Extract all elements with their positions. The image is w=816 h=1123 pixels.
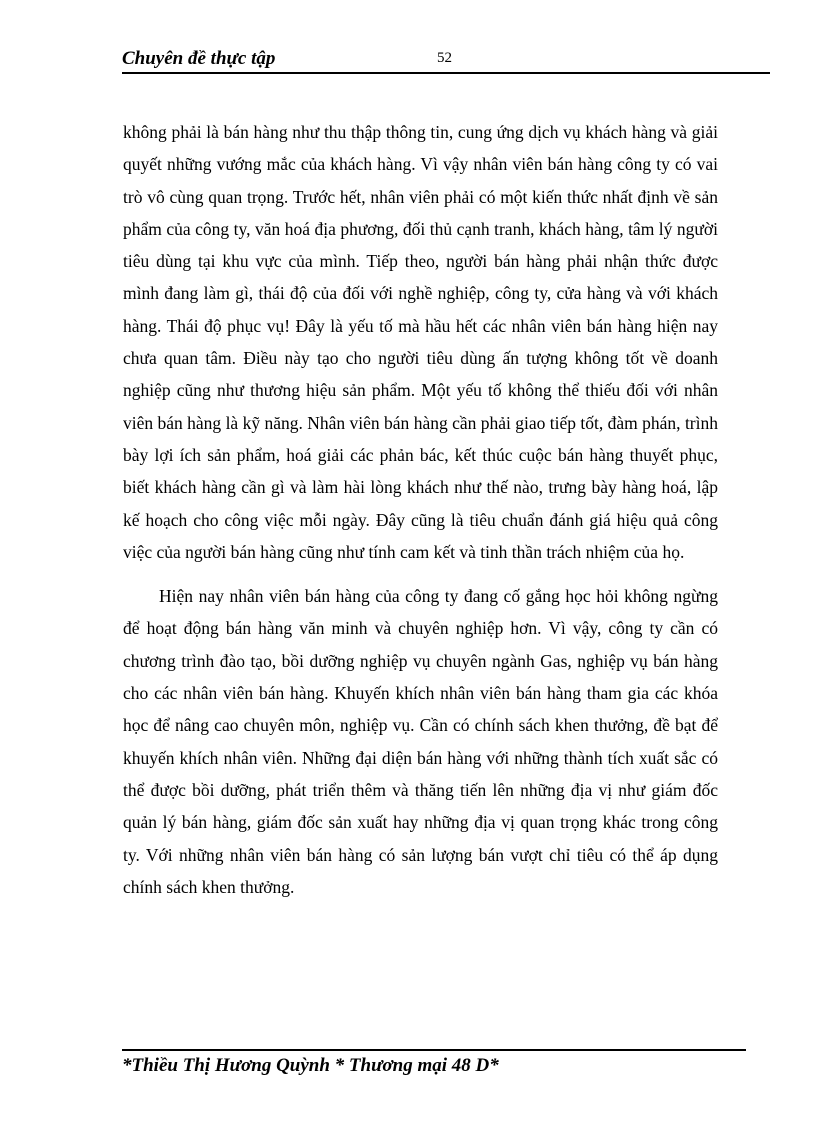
header-divider <box>122 72 770 74</box>
footer-divider <box>122 1049 746 1051</box>
document-body <box>123 116 718 903</box>
paragraph: Hiện nay nhân viên bán hàng của công ty đang cố gắng học hỏi không ngừng để hoạt động bán hàng văn minh và chuyên nghiệp hơn. Vì vậy, công ty cần có chương trình đào tạo, bồi dưỡng nghiệp vụ chuyên ngành Gas, nghiệp vụ bán hàng cho các nhân viên bán hàng. Khuyến khích nhân viên bán hàng tham gia các khóa học để nâng cao chuyên môn, nghiệp vụ. Cần có chính sách khen thưởng, đề bạt để khuyến khích nhân viên. Những đại diện bán hàng với những thành tích xuất sắc có thể được bồi dưỡng, phát triển thêm và thăng tiến lên những địa vị như giám đốc quản lý bán hàng, giám đốc sản xuất hay những địa vị quan trọng khác trong công ty. Với những nhân viên bán hàng có sản lượng bán vượt chỉ tiêu có thể áp dụng chính sách khen thưởng. <box>123 586 718 897</box>
page-number: 52 <box>437 50 452 66</box>
page-header <box>122 46 770 74</box>
header-title: Chuyên đề thực tập <box>122 48 276 69</box>
footer-author-line: *Thiều Thị Hương Quỳnh * Thương mại 48 D* <box>122 1055 499 1076</box>
paragraph: không phải là bán hàng như thu thập thông tin, cung ứng dịch vụ khách hàng và giải quyết những vướng mắc của khách hàng. Vì vậy nhân viên bán hàng công ty có vai trò vô cùng quan trọng. Trước hết, nhân viên phải có một kiến thức nhất định về sản phẩm của công ty, văn hoá địa phương, đối thủ cạnh tranh, khách hàng, tâm lý người tiêu dùng tại khu vực của mình. Tiếp theo, người bán hàng phải nhận thức được mình đang làm gì, thái độ của đối với nghề nghiệp, công ty, cửa hàng và với khách hàng. Thái độ phục vụ! Đây là yếu tố mà hầu hết các nhân viên bán hàng hiện nay chưa quan tâm. Điều này tạo cho người tiêu dùng ấn tượng không tốt về doanh nghiệp cũng như thương hiệu sản phẩm. Một yếu tố không thể thiếu đối với nhân viên bán hàng là kỹ năng. Nhân viên bán hàng cần phải giao tiếp tốt, đàm phán, trình bày lợi ích sản phẩm, hoá giải các phản bác, kết thúc cuộc bán hàng thuyết phục, biết khách hàng cần gì và làm hài lòng khách như thế nào, trưng bày hàng hoá, lập kế hoạch cho công việc mỗi ngày. Đây cũng là tiêu chuẩn đánh giá hiệu quả công việc của người bán hàng cũng như tính cam kết và tinh thần trách nhiệm của họ. <box>123 122 718 562</box>
